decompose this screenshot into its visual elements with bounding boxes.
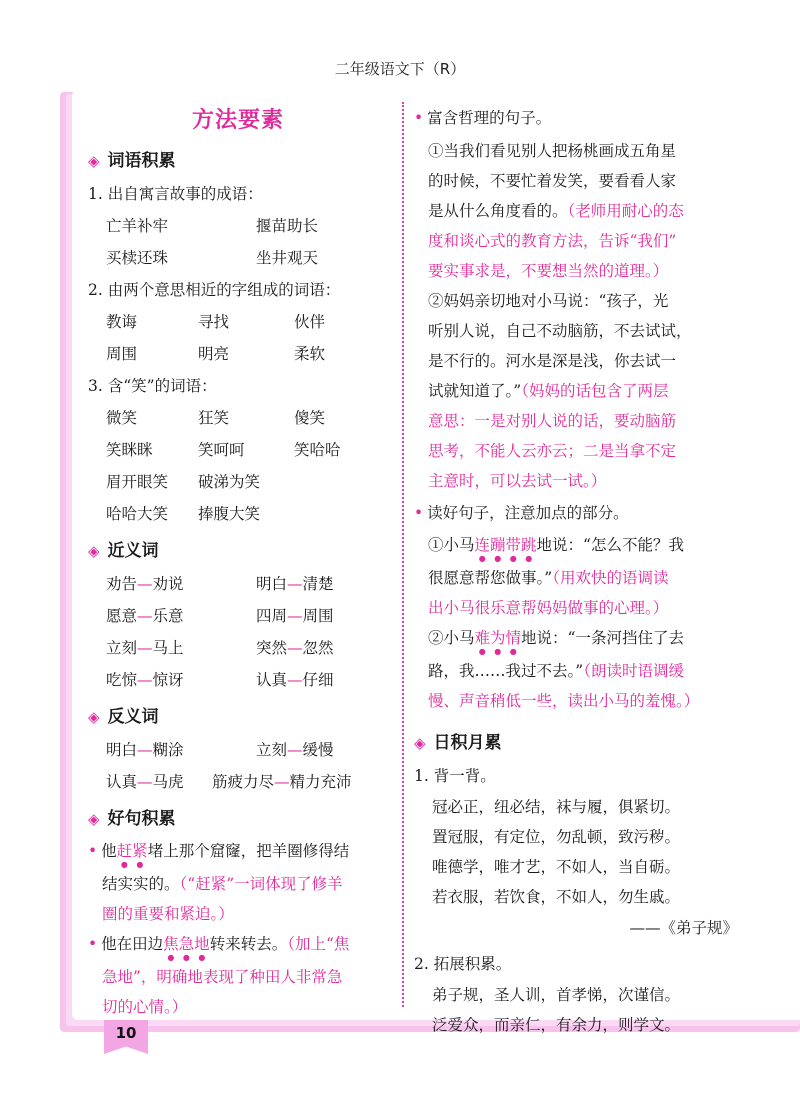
section-good-sentences [88, 802, 388, 836]
sentence-item: • 他赶紧堵上那个窟窿，把羊圈修得结 结实实的。（“赶紧”一词体现了修羊 圈的重要和紧迫。） [88, 842, 350, 923]
question-recite: 1. 背一背。 [414, 767, 496, 785]
list-item: 周围 [106, 345, 138, 363]
synonym-list [88, 568, 388, 696]
section-antonyms [88, 700, 388, 734]
idiom-list [88, 210, 388, 274]
section-title: 反义词 [107, 707, 159, 727]
list-item: 揠苗助长 [256, 217, 319, 235]
poem-line: 冠必正，纽必结，袜与履，俱紧切。 [432, 798, 681, 816]
section-daily-accumulation [414, 726, 794, 760]
synonym-pair: 劝告—劝说 [106, 575, 184, 593]
synonym-pair: 明白—清楚 [256, 575, 334, 593]
diamond-icon: ◈ [88, 152, 100, 170]
list-item: 破涕为笑 [198, 473, 261, 491]
list-item: 笑哈哈 [294, 441, 341, 459]
word-list [88, 306, 388, 370]
right-column [414, 100, 794, 1040]
section-title: 词语积累 [107, 151, 176, 171]
laugh-word-list [88, 402, 388, 530]
synonym-pair: 突然—忽然 [256, 639, 334, 657]
read-sentence-1: ①小马连蹦带跳地说：“怎么不能？我 很愿意帮您做事。”（用欢快的语调读 出小马很乐意帮妈妈做事的心理。） [428, 536, 684, 617]
question-similar-chars: 2. 由两个意思相近的字组成的词语： [88, 281, 341, 299]
list-item: 教诲 [106, 313, 138, 331]
left-column [88, 100, 388, 1022]
synonym-pair: 认真—仔细 [256, 671, 334, 689]
question-extend: 2. 拓展积累。 [414, 955, 512, 973]
bullet-icon: • [88, 842, 98, 860]
list-item: 伙伴 [294, 313, 326, 331]
main-title: 方法要素 [191, 107, 284, 133]
list-item [294, 466, 394, 498]
question-laugh-words: 3. 含“笑”的词语： [88, 377, 217, 395]
list-item: 明亮 [198, 345, 230, 363]
list-item: 笑呵呵 [198, 441, 245, 459]
read-sentence-2: ②小马难为情地说：“一条河挡住了去 路，我……我过不去。”（朗读时语调缓 慢、声音稍低一些，读出小马的羞愧。） [428, 629, 700, 710]
antonym-pair: 认真—马虎 [106, 773, 184, 791]
list-item: 亡羊补牢 [106, 217, 169, 235]
poem-line: 弟子规，圣人训，首孝悌，次谨信。 [432, 986, 681, 1004]
list-item: 眉开眼笑 [106, 473, 169, 491]
antonym-pair: 筋疲力尽—精力充沛 [212, 773, 352, 791]
diamond-icon: ◈ [414, 734, 426, 752]
poem-line: 若衣服，若饮食，不如人，勿生戚。 [432, 888, 681, 906]
antonym-pair: 明白—糊涂 [106, 741, 184, 759]
diamond-icon: ◈ [88, 708, 100, 726]
list-item: 哈哈大笑 [106, 505, 169, 523]
page-number: 10 [115, 1024, 137, 1042]
list-item [294, 498, 394, 530]
section-vocabulary [88, 144, 388, 178]
list-item: 寻找 [198, 313, 230, 331]
poem-line: 泛爱众，而亲仁，有余力，则学文。 [432, 1016, 681, 1034]
list-item: 傻笑 [294, 409, 326, 427]
list-item: 狂笑 [198, 409, 230, 427]
diamond-icon: ◈ [88, 810, 100, 828]
question-idioms: 1. 出自寓言故事的成语： [88, 185, 263, 203]
synonym-pair: 立刻—马上 [106, 639, 184, 657]
section-title: 近义词 [107, 541, 159, 561]
antonym-pair: 立刻—缓慢 [256, 741, 334, 759]
bullet-read-well: • 读好句子，注意加点的部分。 [414, 504, 629, 522]
poem-line: 唯德学，唯才艺，不如人，当自砺。 [432, 858, 681, 876]
poem-attribution: ——《弟子规》 [629, 919, 738, 937]
poem [414, 792, 794, 912]
section-title: 日积月累 [433, 733, 502, 753]
synonym-pair: 吃惊—惊讶 [106, 671, 184, 689]
synonym-pair: 愿意—乐意 [106, 607, 184, 625]
list-item: 坐井观天 [256, 249, 319, 267]
extension-text [414, 980, 794, 1040]
list-item: 买椟还珠 [106, 249, 169, 267]
list-item: 捧腹大笑 [198, 505, 261, 523]
list-item: 柔软 [294, 345, 326, 363]
list-item: 微笑 [106, 409, 138, 427]
philosophy-sentence-2: ②妈妈亲切地对小马说：“孩子，光 听别人说，自己不动脑筋，不去试试， 是不行的。河水是深是浅，你去试一 试就知道了。”（妈妈的话包含了两层 意思：一是对别人说的话，要动脑筋 思考，不能人云亦云；二是当拿不定 主意时，可以去试一试。） [428, 292, 692, 490]
poem-line: 置冠服，有定位，勿乱顿，致污秽。 [432, 828, 681, 846]
section-title: 好句积累 [107, 809, 176, 829]
bullet-philosophy: • 富含哲理的句子。 [414, 109, 552, 127]
bullet-icon: • [88, 935, 98, 953]
page-header: 二年级语文下（R） [334, 60, 466, 78]
section-synonyms [88, 534, 388, 568]
synonym-pair: 四周—周围 [256, 607, 334, 625]
bullet-icon: • [414, 504, 424, 522]
antonym-list [88, 734, 388, 798]
bullet-icon: • [414, 109, 424, 127]
philosophy-sentence-1: ①当我们看见别人把杨桃画成五角星 的时候，不要忙着发笑，要看看人家 是从什么角度看的。（老师用耐心的态 度和谈心式的教育方法，告诉“我们” 要实事求是，不要想当然的道理。） [428, 142, 684, 280]
diamond-icon: ◈ [88, 542, 100, 560]
list-item: 笑眯眯 [106, 441, 153, 459]
sentence-item: • 他在田边焦急地转来转去。（加上“焦 急地”，明确地表现了种田人非常急 切的心情。） [88, 935, 350, 1016]
